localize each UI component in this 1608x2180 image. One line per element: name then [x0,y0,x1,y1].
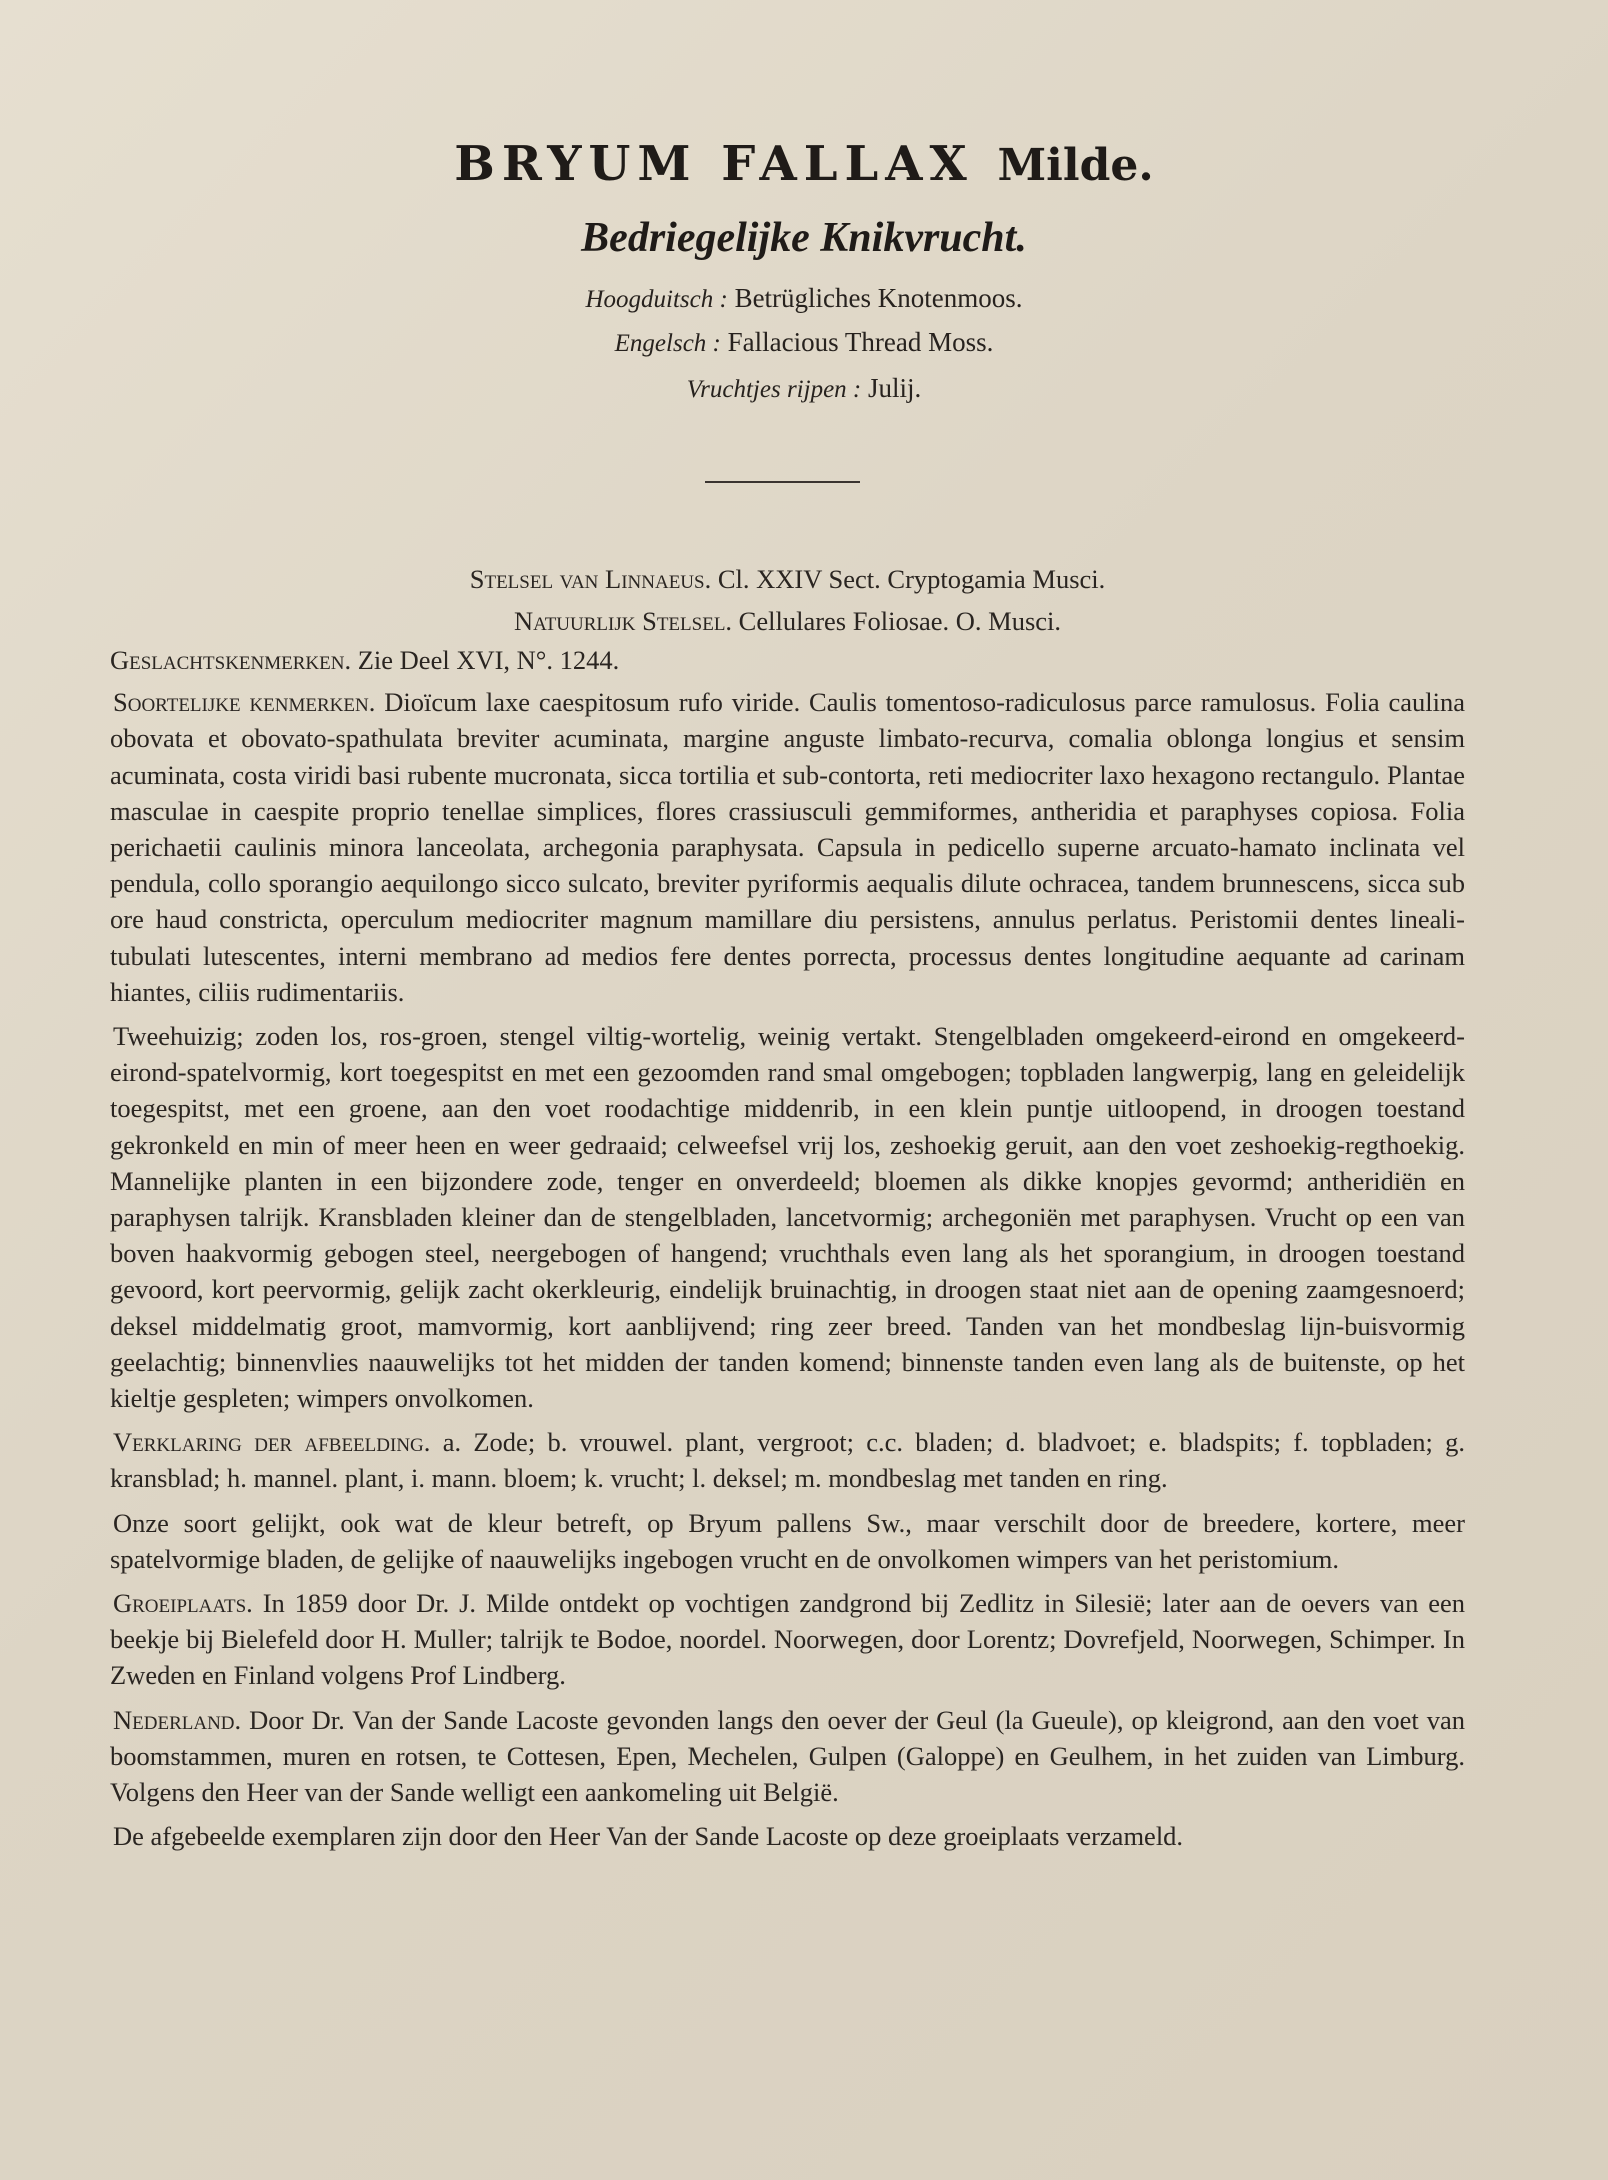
netherlands-label: Nederland. [113,1704,242,1735]
netherlands-text: Door Dr. Van der Sande Lacoste gevonden langs den oever der Geul (la Gueule), op kleigrond, aan den voet van boomstammen, muren en rotsen, te Cottesen, Epen, Mechelen, Gulpen (Galoppe) en Geulhem, in het zuiden van Limburg. Volgens den Heer van der Sande welligt een aankomeling uit België. [110,1704,1465,1808]
species-latin-text: Dioïcum laxe caespitosum rufo viride. Caulis tomentoso-radiculosus parce ramulosus. Folia caulina obovata et obovato-spathulata breviter acuminata, margine anguste limbato-recurva, comalia oblonga longius et sensim acuminata, costa viridi basi rubente mucronata, sicca tortilia et sub-contorta, reti mediocriter laxo hexagono rectangulo. Plantae masculae in caespite proprio tenellae simplices, flores crassiusculi gemmiformes, antheridia et paraphyses copiosa. Folia perichaetii caulinis minora lanceolata, archegonia paraphysata. Capsula in pedicello superne arcuato-hamato inclinata vel pendula, collo sporangio aequilongo sicco sulcato, breviter pyriformis aequalis dilute ochracea, tandem brunnescens, sicca sub ore haud constricta, operculum mediocriter magnum mamillare diu persistens, annulus perlatus. Peristomii dentes lineali-tubulati lutescentes, interni membrano ad medios fere dentes porrecta, processus dentes longitudine aequante ad carinam hiantes, ciliis rudimentariis. [110,687,1466,1007]
genus-value: Zie Deel XVI, N°. 1244. [357,645,620,675]
species-label: Soortelijke kenmerken. [113,687,376,718]
netherlands-paragraph [110,1702,1465,1811]
natural-value: Cellulares Foliosae. O. Musci. [738,606,1062,636]
title-author: Milde. [997,140,1154,191]
figure-explanation-paragraph [110,1424,1465,1496]
figure-label: Verklaring der afbeelding. [113,1427,431,1458]
german-name-line [0,283,1608,314]
linnaeus-label: Stelsel van Linnaeus. [469,564,712,594]
title-genus: BRYUM FALLAX [454,136,974,192]
genus-characters-line [110,642,1465,678]
habitat-label: Groeiplaats. [113,1588,253,1619]
habitat-text: In 1859 door Dr. J. Milde ontdekt op vochtigen zandgrond bij Zedlitz in Silesië; later aan de oevers van een beekje bij Bielefeld door H. Muller; talrijk te Bodoe, noordel. Noorwegen, door Lorentz; Dovrefjeld, Noorwegen, Schimper. In Zweden en Finland volgens Prof Lindberg. [110,1588,1466,1691]
comparison-paragraph: Onze soort gelijkt, ook wat de kleur betreft, op Bryum pallens Sw., maar verschilt door de breedere, kortere, meer spatelvormige bladen, de gelijke of naauwelijks ingebogen vrucht en de onvolkomen wimpers van het peristomium. [110,1507,1465,1574]
dutch-common-name: Bedriegelijke Knikvrucht. [581,215,1027,261]
genus-label: Geslachtskenmerken. [110,645,352,675]
habitat-paragraph [110,1585,1465,1694]
ripening-line [0,373,1608,404]
german-label: Hoogduitsch : [585,286,728,313]
ripen-label: Vruchtjes rijpen : [686,376,862,403]
english-value: Fallacious Thread Moss. [727,327,994,357]
page-title [0,136,1608,192]
english-label: Engelsch : [614,330,721,357]
species-latin-paragraph [110,684,1465,1010]
main-text [110,558,1465,1863]
figure-text: a. Zode; b. vrouwel. plant, vergroot; c.c. bladen; d. bladvoet; e. bladspits; f. topbladen; g. kransblad; h. mannel. plant, i. mann. bloem; k. vrucht; l. deksel; m. mondbeslag met tanden en ring. [110,1427,1465,1494]
ripen-value: Julij. [867,373,922,403]
natural-label: Natuurlijk Stelsel. [513,606,733,636]
species-dutch-paragraph: Tweehuizig; zoden los, ros-groen, stengel viltig-wortelig, weinig vertakt. Stengelbladen omgekeerd-eirond en omgekeerd-eirond-spatelvormig, kort toegespitst en met een gezoomden rand smal omgebogen; topbladen langwerpig, lang en geleidelijk toegespitst, met een groene, aan den voet roodachtige middenrib, in een klein puntje uitloopend, in droogen toestand gekronkeld en min of meer heen en weer gedraaid; celweefsel vrij los, zeshoekig geruit, aan den voet zeshoekig-regthoekig. Mannelijke planten in een bijzondere zode, tenger en onverdeeld; bloemen als dikke knopjes gevormd; antheridiën en paraphysen talrijk. Kransbladen kleiner dan de stengelbladen, lancetvormig; archegoniën met paraphysen. Vrucht op een van boven haakvormig gebogen steel, neergebogen of hangend; vruchthals even lang als het sporangium, in droogen toestand gevoord, kort peervormig, gelijk zacht okerkleurig, eindelijk bruinachtig, in droogen staat niet aan de opening zaamgesnoerd; deksel middelmatig groot, mamvormig, kort aanblijvend; ring zeer breed. Tanden van het mondbeslag lijn-buisvormig geelachtig; binnenvlies naauwelijks tot het midden der tanden komend; binnenste tanden even lang als de buitenste, op het kieltje gespleten; wimpers onvolkomen. [110,1021,1465,1414]
divider-rule [705,481,860,483]
closing-paragraph: De afgebeelde exemplaren zijn door den Heer Van der Sande Lacoste op deze groeiplaats verzameld. [113,1821,1184,1852]
linnaeus-value: Cl. XXIV Sect. Cryptogamia Musci. [717,564,1106,594]
german-value: Betrügliches Knotenmoos. [734,283,1023,313]
natural-system-line [110,600,1465,642]
english-name-line [0,327,1608,358]
linnaeus-system-line [110,558,1465,600]
